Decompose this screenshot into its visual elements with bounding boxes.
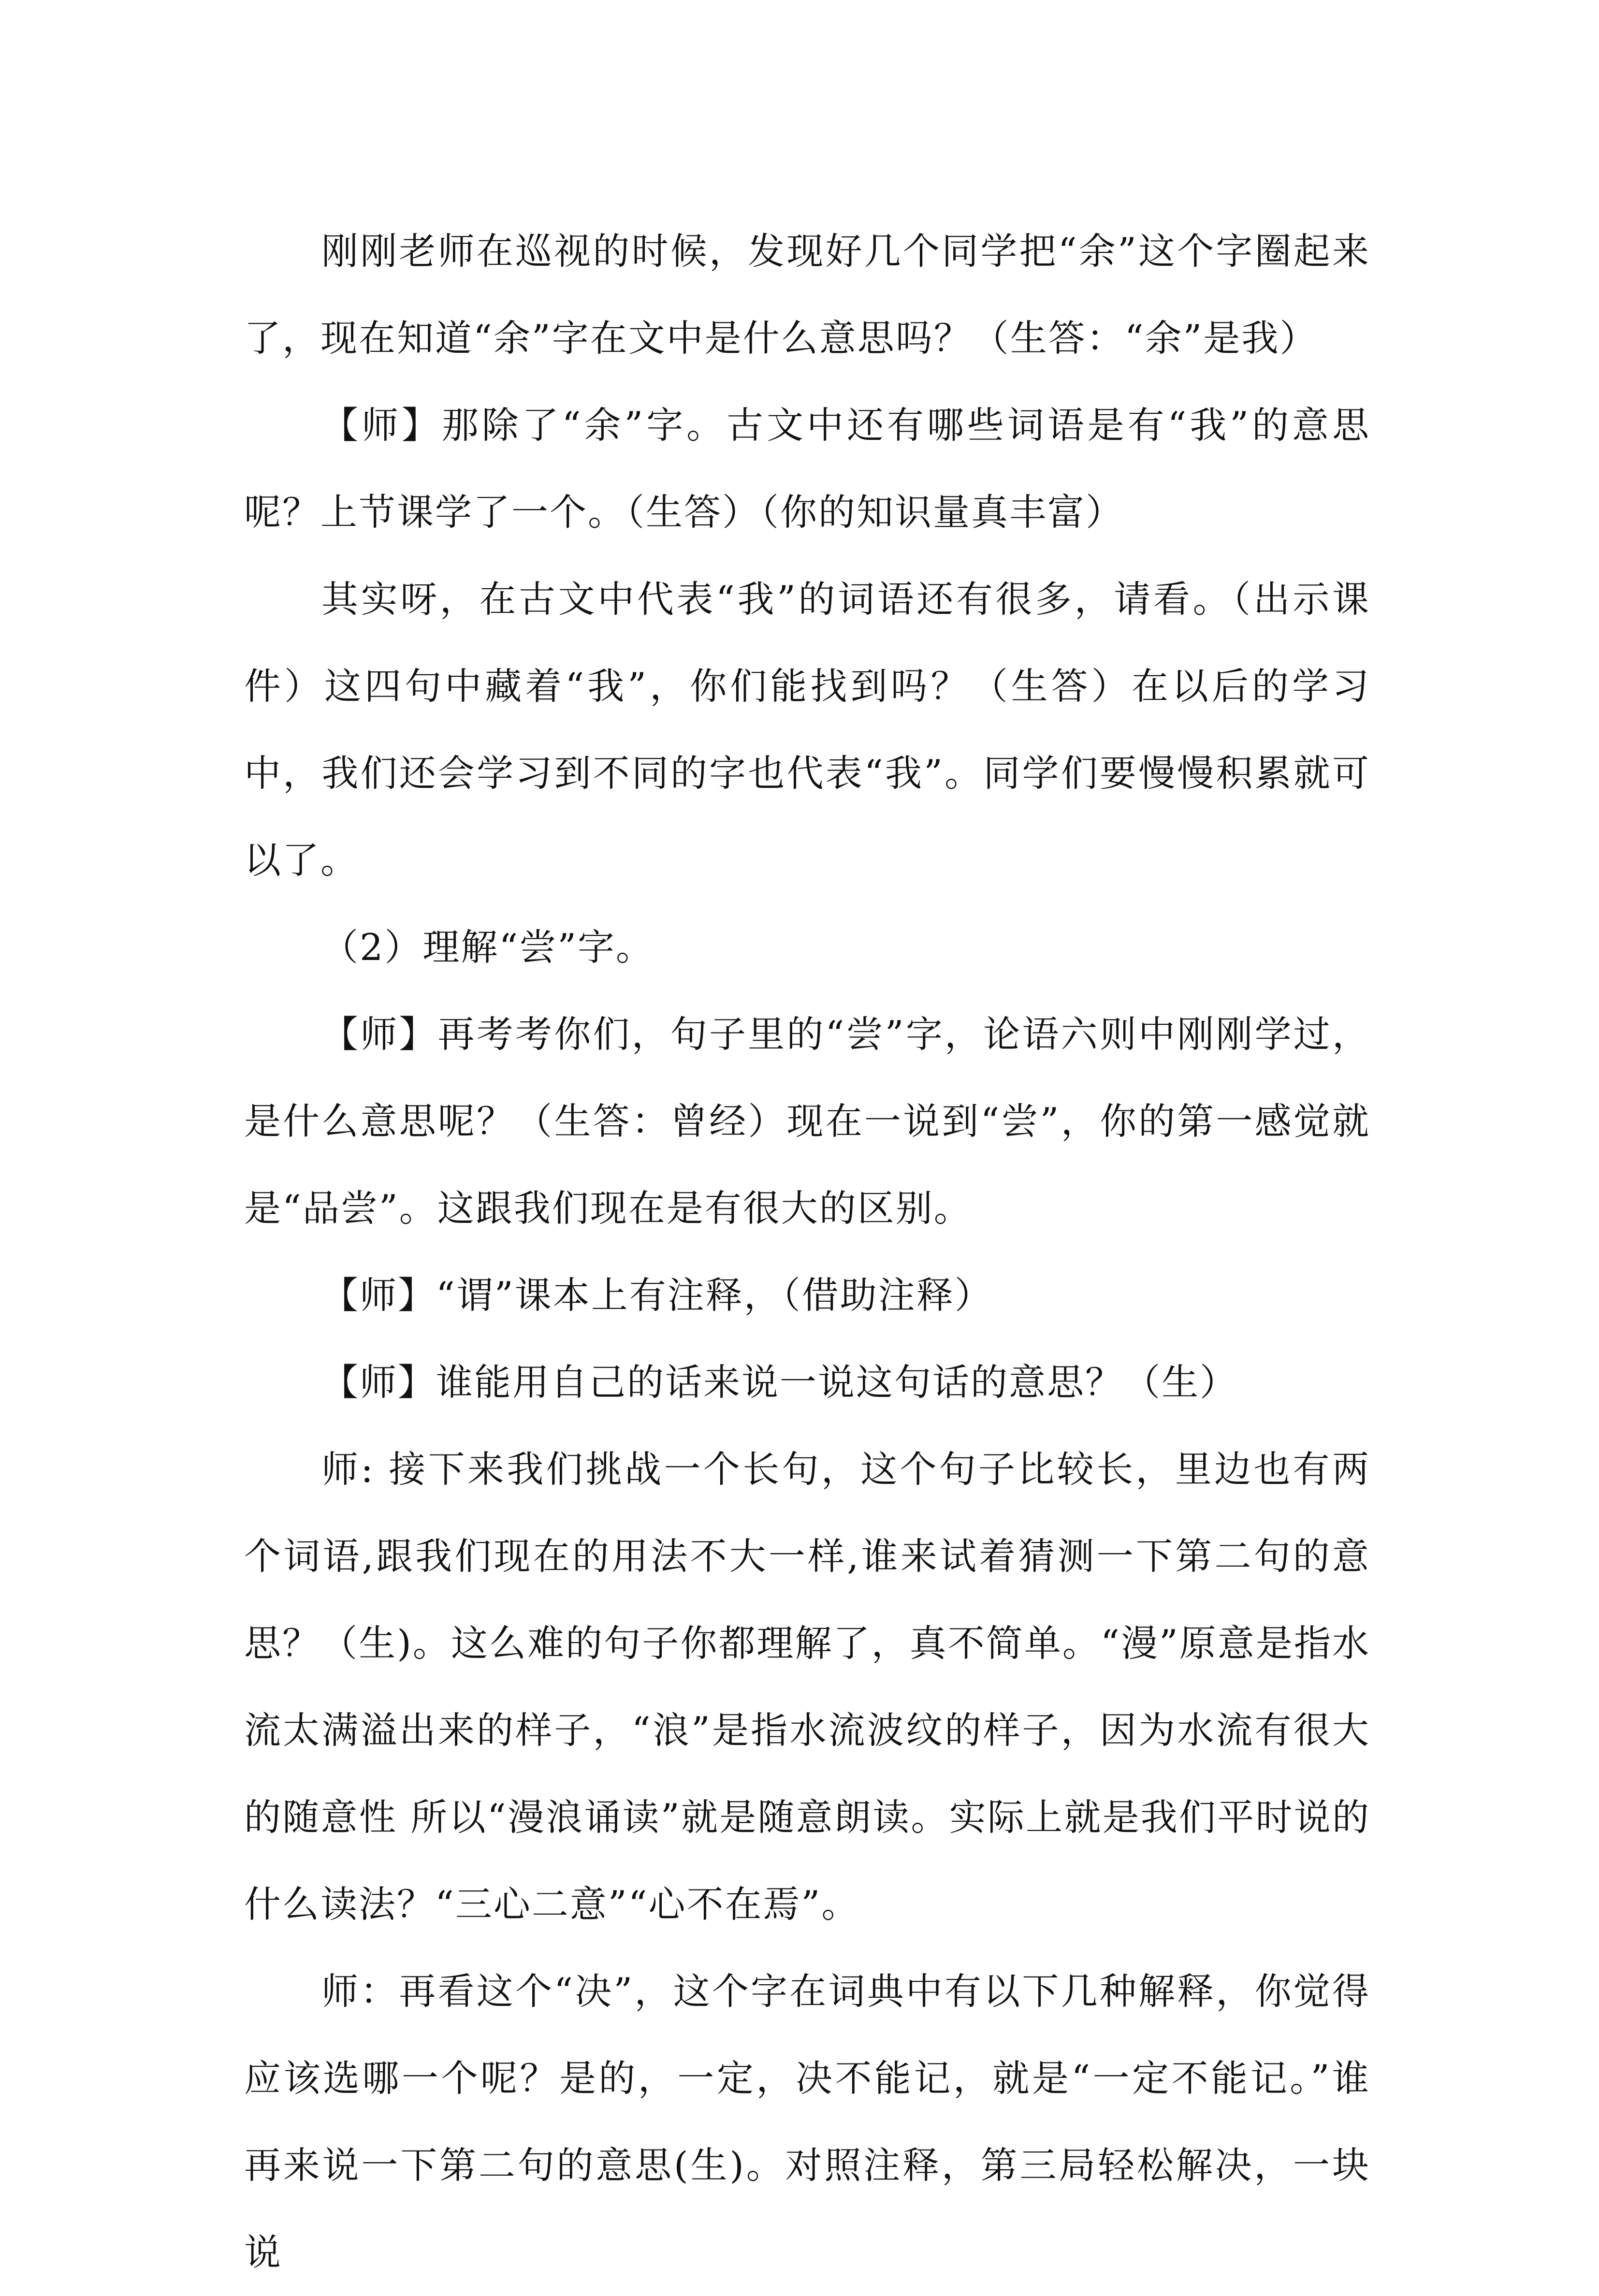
paragraph-6: 【师】“谓”课本上有注释，（借助注释） (321, 1274, 993, 1317)
paragraph-9: 师：再看这个“决”，这个字在词典中有以下几种解释，你觉得应该选哪一个呢？是的，一定，决不能记，就是“一定不能记。”谁再来说一下第二句的意思(生)。对照注释，第三局轻松解决，一块说 (244, 1970, 1370, 2274)
paragraph-7: 【师】谁能用自己的话来说一说这句话的意思？（生） (321, 1361, 1238, 1404)
paragraph-8: 师: 接下来我们挑战一个长句，这个句子比较长，里边也有两个词语,跟我们现在的用法不大一样,谁来试着猜测一下第二句的意思？（生)。这么难的句子你都理解了，真不简单。“漫”原意是指水流太满溢出来的样子，“浪”是指水流波纹的样子，因为水流有很大的随意性 所以“漫浪诵读”就是随意朗读。实际上就是我们平时说的什么读法？“三心二意”“心不在焉”。 (244, 1448, 1370, 1926)
document-body (244, 208, 1370, 2296)
paragraph-1: 刚刚老师在巡视的时候，发现好几个同学把“余”这个字圈起来了，现在知道“余”字在文中是什么意思吗？（生答：“余”是我） (244, 230, 1370, 360)
paragraph-4: （2）理解“尝”字。 (321, 926, 654, 969)
paragraph-5: 【师】再考考你们，句子里的“尝”字，论语六则中刚刚学过，是什么意思呢？（生答：曾经）现在一说到“尝”，你的第一感觉就是“品尝”。这跟我们现在是有很大的区别。 (244, 1013, 1370, 1230)
paragraph-3: 其实呀，在古文中代表“我”的词语还有很多，请看。（出示课件）这四句中藏着“我”，你们能找到吗？（生答）在以后的学习中，我们还会学习到不同的字也代表“我”。同学们要慢慢积累就可以了。 (244, 578, 1370, 882)
paragraph-2: 【师】那除了“余”字。古文中还有哪些词语是有“我”的意思呢？上节课学了一个。（生答）（你的知识量真丰富） (244, 404, 1370, 534)
